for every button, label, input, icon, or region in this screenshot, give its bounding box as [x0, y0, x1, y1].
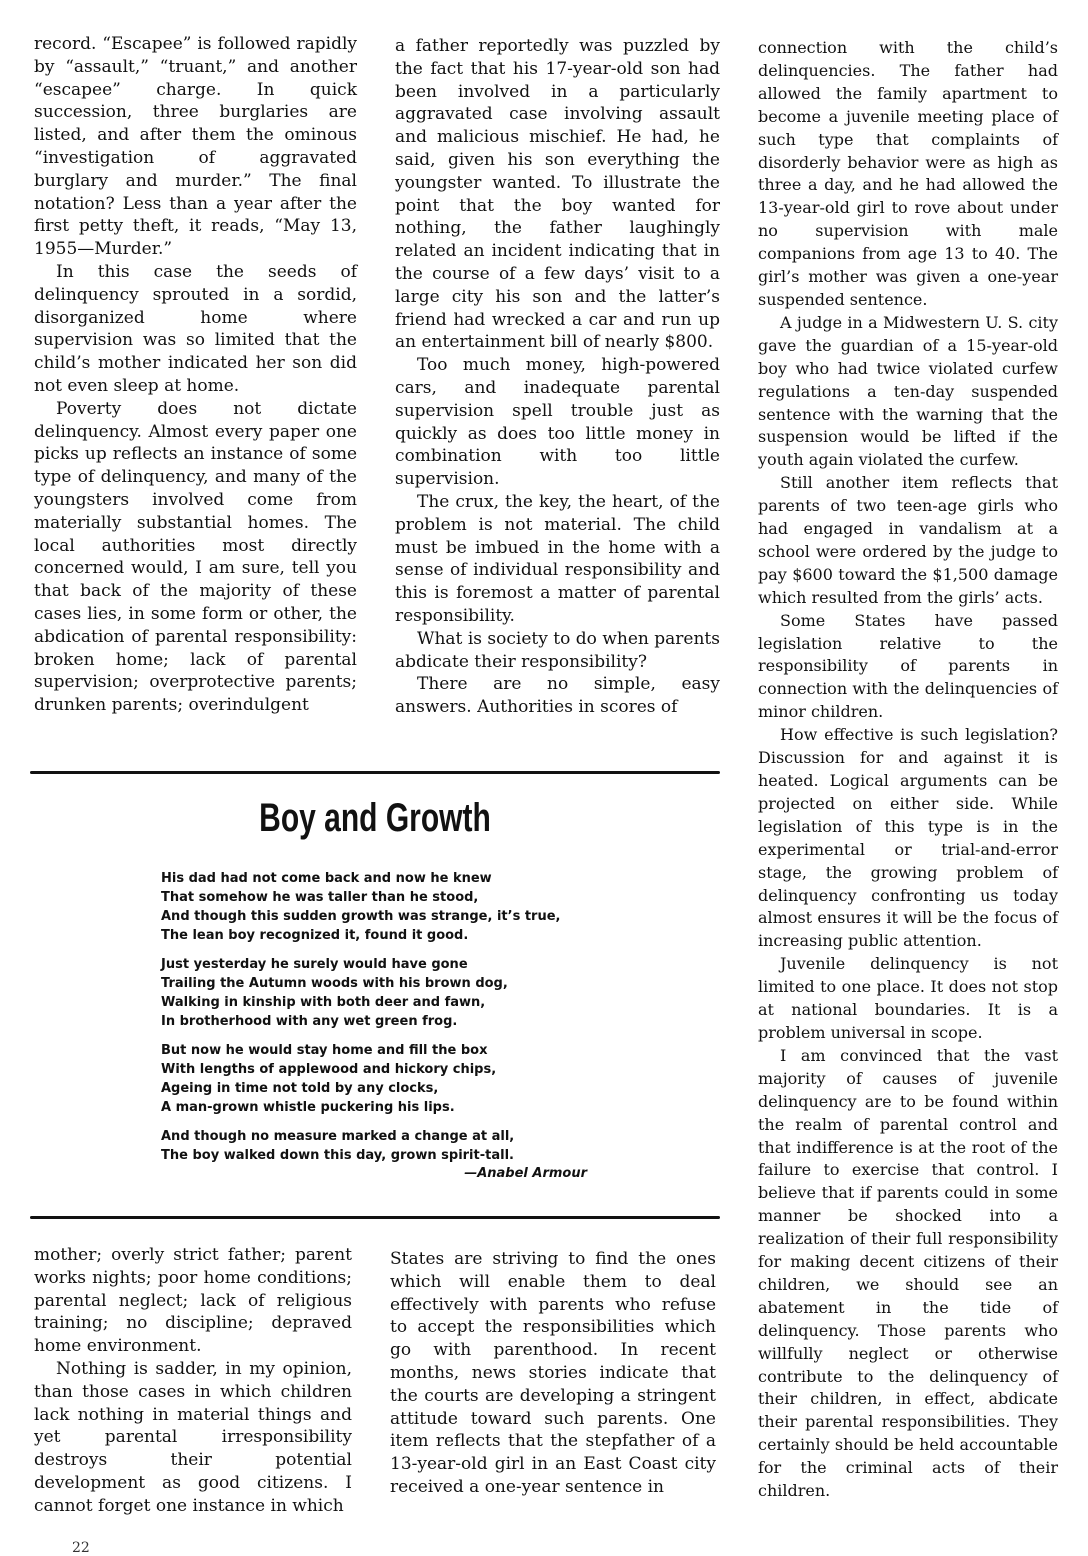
paragraph: Juvenile delinquency is not limited to one place. It does not stop at national boundaries. It is a problem universal in scope.	[758, 954, 1058, 1042]
poem-line: The boy walked down this day, grown spirit-tall.	[161, 1148, 514, 1163]
paragraph: Still another item reflects that parents of two teen-age girls who had engaged in vandalism at a school were ordered by the judge to pay $600 toward the $1,500 damage which resulted from the girls’ acts.	[758, 473, 1058, 607]
paragraph: I am convinced that the vast majority of causes of juvenile delinquency are to be found within the realm of parental control and that indifference is at the root of the failure to exercise that control. I believe that if parents could in some manner be shocked into a realization of their full responsibility for making decent citizens of their children, we should see an abatement in the tide of delinquency. Those parents who willfully neglect or otherwise contribute to the delinquency of their children, in effect, abdicate their parental responsibilities. They certainly should be held accountable for the criminal acts of their children.	[758, 1045, 1058, 1501]
poem-line: Just yesterday he surely would have gone	[161, 957, 468, 972]
poem-line: His dad had not come back and now he knew	[161, 871, 492, 886]
paragraph: A judge in a Midwestern U. S. city gave the guardian of a 15-year-old boy who had twice violated curfew regulations a ten-day suspended sentence with the warning that the suspension would be lifted if the youth again violated the curfew.	[758, 312, 1058, 470]
poem-line: Trailing the Autumn woods with his brown dog,	[161, 976, 508, 991]
poem-line: In brotherhood with any wet green frog.	[161, 1014, 458, 1029]
poem-line: Walking in kinship with both deer and fawn,	[161, 995, 486, 1010]
paragraph: connection with the child’s delinquencies. The father had allowed the family apartment to become a juvenile meeting place of such type that complaints of disorderly behavior were as high as three a day, and he had allowed the 13-year-old girl to rove about under no supervision with male companions from age 13 to 40. The girl’s mother was given a one-year suspended sentence.	[758, 38, 1058, 309]
paragraph: Some States have passed legislation relative to the responsibility of parents in connection with the delinquencies of minor children.	[758, 610, 1058, 722]
poem	[161, 869, 601, 1183]
column-2-bottom	[390, 1248, 716, 1499]
paragraph: What is society to do when parents abdicate their responsibility?	[395, 628, 720, 672]
paragraph: Nothing is sadder, in my opinion, than those cases in which children lack nothing in material things and yet parental irresponsibility destroys their potential development as good citizens. I cannot forget one instance in which	[34, 1358, 352, 1516]
poem-line: But now he would stay home and fill the box	[161, 1043, 488, 1058]
poem-stanza	[161, 955, 601, 1031]
paragraph: Poverty does not dictate delinquency. Almost every paper one picks up reflects an instance of some type of delinquency, and many of the youngsters involved come from materially substantial homes. The local authorities most directly concerned would, I am sure, tell you that back of the majority of these cases lies, in some form or other, the abdication of parental responsibility: broken home; lack of parental supervision; overprotective parents; drunken parents; overindulgent	[34, 398, 357, 716]
paragraph: States are striving to find the ones which will enable them to deal effectively with parents who refuse to accept the responsibilities which go with parenthood. In recent months, news stories indicate that the courts are developing a stringent attitude toward such parents. One item reflects that the stepfather of a 13-year-old girl in an East Coast city received a one-year sentence in	[390, 1249, 716, 1497]
paragraph: In this case the seeds of delinquency sprouted in a sordid, disorganized home where supervision was so limited that the child’s mother indicated her son did not even sleep at home.	[34, 261, 357, 396]
poem-line: And though this sudden growth was strange, it’s true,	[161, 909, 561, 924]
poem-stanza	[161, 1127, 601, 1165]
paragraph: There are no simple, easy answers. Authorities in scores of	[395, 674, 720, 718]
poem-title: Boy and Growth	[259, 796, 491, 840]
paragraph: mother; overly strict father; parent works nights; poor home conditions; parental neglect; lack of religious training; no discipline; depraved home environment.	[34, 1245, 352, 1357]
poem-bottom-divider	[30, 1216, 720, 1219]
paragraph: Too much money, high-powered cars, and inadequate parental supervision spell trouble just as quickly as does too little money in combination with too little supervision.	[395, 355, 720, 490]
paragraph: a father reportedly was puzzled by the fact that his 17-year-old son had been involved in a particularly aggravated case involving assault and malicious mischief. He had, he said, given his son everything the youngster wanted. To illustrate the point that the boy wanted for nothing, the father laughingly related an incident indicating that in the course of a few days’ visit to a large city his son and the latter’s friend had wrecked a car and run up an entertainment bill of nearly $800.	[395, 36, 720, 353]
poem-line: The lean boy recognized it, found it good.	[161, 928, 469, 943]
poem-top-divider	[30, 771, 720, 774]
page-number: 22	[72, 1540, 90, 1556]
poem-author: —Anabel Armour	[464, 1166, 587, 1181]
poem-stanza	[161, 869, 601, 945]
poem-line: With lengths of applewood and hickory chips,	[161, 1062, 497, 1077]
column-1-bottom	[34, 1244, 352, 1518]
poem-stanza	[161, 1041, 601, 1117]
paragraph: The crux, the key, the heart, of the problem is not material. The child must be imbued in the home with a sense of individual responsibility and this is foremost a matter of parental responsibility.	[395, 491, 720, 626]
paragraph: How effective is such legislation? Discussion for and against it is heated. Logical arguments can be projected on either side. While legislation of this type is in the experimental or trial-and-error stage, the growing problem of delinquency confronting us today almost ensures it will be the focus of increasing public attention.	[758, 725, 1058, 951]
poem-line: Ageing in time not told by any clocks,	[161, 1081, 439, 1096]
poem-line: And though no measure marked a change at all,	[161, 1129, 515, 1144]
column-2-top	[395, 35, 720, 719]
paragraph: record. “Escapee” is followed rapidly by “assault,” “truant,” and another “escapee” charge. In quick succession, three burglaries are listed, and after them the ominous “investigation of aggravated burglary and murder.” The final notation? Less than a year after the first petty theft, it reads, “May 13, 1955—Murder.”	[34, 34, 357, 260]
poem-line: That somehow he was taller than he stood,	[161, 890, 479, 905]
column-3	[758, 37, 1058, 1503]
poem-line: A man-grown whistle puckering his lips.	[161, 1100, 455, 1115]
column-1-top	[34, 33, 357, 717]
